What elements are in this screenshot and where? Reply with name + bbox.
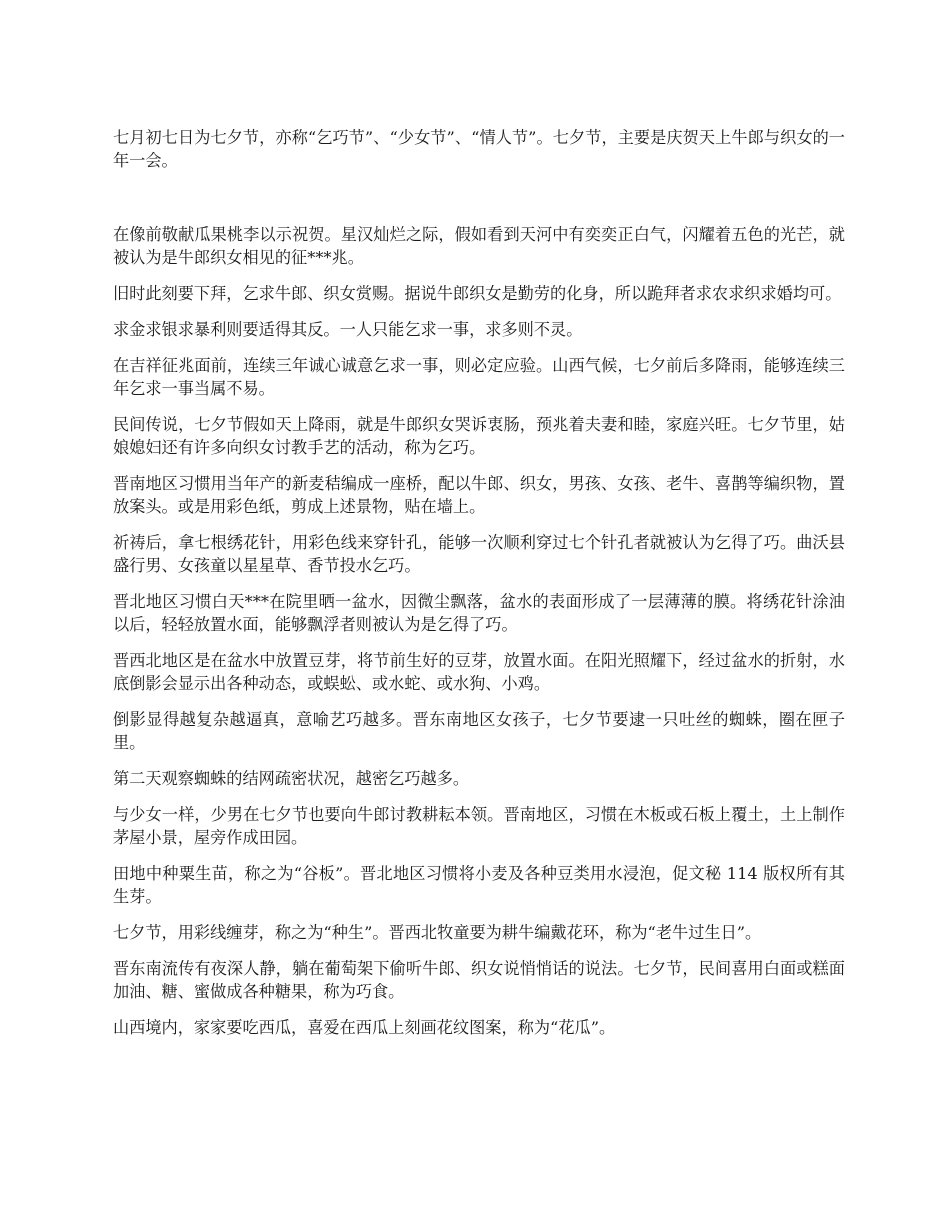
paragraph: 倒影显得越复杂越逼真，意喻艺巧越多。晋东南地区女孩子，七夕节要逮一只吐丝的蜘蛛，圈在匣子里。 [113, 710, 845, 752]
paragraph: 田地中种粟生苗，称之为“谷板”。晋北地区习惯将小麦及各种豆类用水浸泡，促文秘 114 版权所有其生芽。 [113, 864, 845, 906]
paragraph: 七月初七日为七夕节，亦称“乞巧节”、“少女节”、“情人节”。七夕节，主要是庆贺天上牛郎与织女的一年一会。 [113, 128, 845, 170]
paragraph: 七夕节，用彩线缠芽，称之为“种生”。晋西北牧童要为耕牛编戴花环，称为“老牛过生日”。 [113, 923, 762, 942]
paragraph: 在吉祥征兆面前，连续三年诚心诚意乞求一事，则必定应验。山西气候，七夕前后多降雨，能够连续三年乞求一事当属不易。 [113, 356, 845, 398]
paragraph: 晋南地区习惯用当年产的新麦秸编成一座桥，配以牛郎、织女，男孩、女孩、老牛、喜鹊等编织物，置放案头。或是用彩色纸，剪成上述景物，贴在墙上。 [113, 474, 845, 516]
paragraph: 山西境内，家家要吃西瓜，喜爱在西瓜上刻画花纹图案，称为“花瓜”。 [113, 1018, 616, 1037]
paragraph: 第二天观察蜘蛛的结网疏密状况，越密乞巧越多。 [113, 769, 470, 788]
paragraph: 晋西北地区是在盆水中放置豆芽，将节前生好的豆芽，放置水面。在阳光照耀下，经过盆水的折射，水底倒影会显示出各种动态，或蜈蚣、或水蛇、或水狗、小鸡。 [113, 651, 845, 693]
paragraph: 与少女一样，少男在七夕节也要向牛郎讨教耕耘本领。晋南地区，习惯在木板或石板上覆土，土上制作茅屋小景，屋旁作成田园。 [113, 805, 845, 847]
document-body [113, 126, 845, 1052]
paragraph: 晋东南流传有夜深人静，躺在葡萄架下偷听牛郎、织女说悄悄话的说法。七夕节，民间喜用白面或糕面加油、糖、蜜做成各种糖果，称为巧食。 [113, 959, 845, 1001]
paragraph: 在像前敬献瓜果桃李以示祝贺。星汉灿烂之际，假如看到天河中有奕奕正白气，闪耀着五色的光芒，就被认为是牛郎织女相见的征***兆。 [113, 225, 845, 267]
paragraph: 民间传说，七夕节假如天上降雨，就是牛郎织女哭诉衷肠，预兆着夫妻和睦，家庭兴旺。七夕节里，姑娘媳妇还有许多向织女讨教手艺的活动，称为乞巧。 [113, 415, 845, 457]
paragraph: 晋北地区习惯白天***在院里晒一盆水，因微尘飘落，盆水的表面形成了一层薄薄的膜。将绣花针涂油以后，轻轻放置水面，能够飘浮者则被认为是乞得了巧。 [113, 592, 845, 634]
paragraph: 求金求银求暴利则要适得其反。一人只能乞求一事，求多则不灵。 [113, 320, 583, 339]
paragraph: 旧时此刻要下拜，乞求牛郎、织女赏赐。据说牛郎织女是勤劳的化身，所以跪拜者求农求织求婚均可。 [113, 284, 842, 303]
paragraph: 祈祷后，拿七根绣花针，用彩色线来穿针孔，能够一次顺利穿过七个针孔者就被认为乞得了巧。曲沃县盛行男、女孩童以星星草、香节投水乞巧。 [113, 533, 845, 575]
